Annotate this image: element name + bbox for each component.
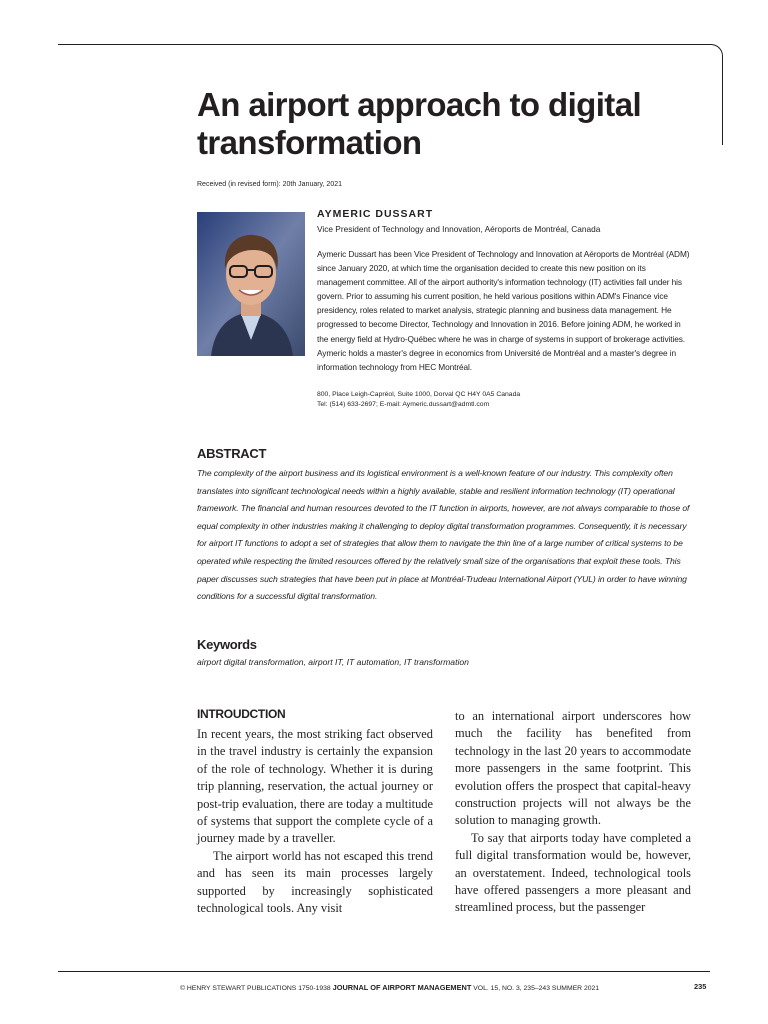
author-name: AYMERIC DUSSART: [317, 208, 434, 220]
received-date: Received (in revised form): 20th January, 2021: [197, 181, 342, 188]
abstract-text: The complexity of the airport business and its logistical environment is a well-known feature of our industry. This complexity often translates into significant technological needs within a highly available, stable and resilient information technology (IT) operational framework. The financial and human resources devoted to the IT function in airports, however, are not always comparable to those of equal complexity in other industries making it challenging to deploy digital transformation programmes. Consequently, it is necessary for airport IT functions to adopt a set of strategies that allow them to navigate the thin line of a large number of critical systems to be operated while respecting the limited resources offered by the relatively small size of the organisations that exploit these tools. This paper discusses such strategies that have been put in place at Montréal-Trudeau International Airport (YUL) in order to have winning conditions for a successful digital transformation.: [197, 468, 690, 602]
body-paragraph: to an international airport underscores how much the facility has benefited from technology in the last 20 years to accommodate more passengers in the same footprint. This evolution offers the prospect that capital-heavy construction projects will not always be the solution to managing growth.: [455, 709, 691, 828]
address-line: 800, Place Leigh-Capréol, Suite 1000, Dorval QC H4Y 0A5 Canada: [317, 390, 521, 398]
page-footer: [180, 983, 710, 992]
body-column-left: [197, 726, 433, 917]
footer-journal: JOURNAL OF AIRPORT MANAGEMENT: [332, 983, 472, 992]
footer-issue: VOL. 15, NO. 3, 235–243 SUMMER 2021: [473, 985, 600, 992]
keywords-text: airport digital transformation, airport IT, IT automation, IT transformation: [197, 657, 469, 667]
page-number: 235: [694, 982, 707, 991]
body-paragraph: To say that airports today have completed a full digital transformation would be, however, an overstatement. Indeed, technological tools have offered passengers a more pleasant and streamlined process, but the passenger: [455, 830, 691, 915]
keywords-heading: Keywords: [197, 637, 257, 652]
author-bio: Aymeric Dussart has been Vice President of Technology and Innovation at Aéroports de Montréal (ADM) since January 2020, at which time the organisation decided to create this new position on its management committee. All of the airport authority's information technology (IT) activities fall under his govern. Prior to assuming his current position, he held various positions within ADM's Finance vice presidency, roles related to market analysis, strategic planning and business data management. He progressed to become Director, Technology and Innovation in 2016. Before joining ADM, he worked in the energy field at Hydro-Québec where he was in charge of systems in support of brokerage activities. Aymeric holds a master's degree in economics from Université de Montréal and a master's degree in information technology from HEC Montréal.: [317, 249, 690, 372]
body-column-right: [455, 708, 691, 917]
author-address: [317, 390, 692, 410]
body-paragraph: The airport world has not escaped this trend and has seen its main processes largely supported by increasingly sophisticated technological tools. Any visit: [197, 848, 433, 916]
footer-copyright: © HENRY STEWART PUBLICATIONS 1750-1938: [180, 985, 331, 992]
contact-line: Tel: (514) 633-2697; E-mail: Aymeric.dussart@admtl.com: [317, 400, 490, 408]
introduction-heading: INTROUDCTION: [197, 707, 286, 721]
author-photo: [197, 212, 305, 356]
body-paragraph: In recent years, the most striking fact observed in the travel industry is certainly the expansion of the role of technology. Whether it is during trip planning, reservation, the actual journey or post-trip evaluation, there are today a multitude of systems that support the complete cycle of a journey made by a traveller.: [197, 727, 433, 846]
article-title: An airport approach to digital transformation: [197, 86, 642, 161]
abstract-heading: ABSTRACT: [197, 446, 267, 461]
author-affiliation: Vice President of Technology and Innovation, Aéroports de Montréal, Canada: [317, 224, 601, 234]
footer-rule: [58, 971, 710, 972]
author-block: [317, 207, 692, 410]
